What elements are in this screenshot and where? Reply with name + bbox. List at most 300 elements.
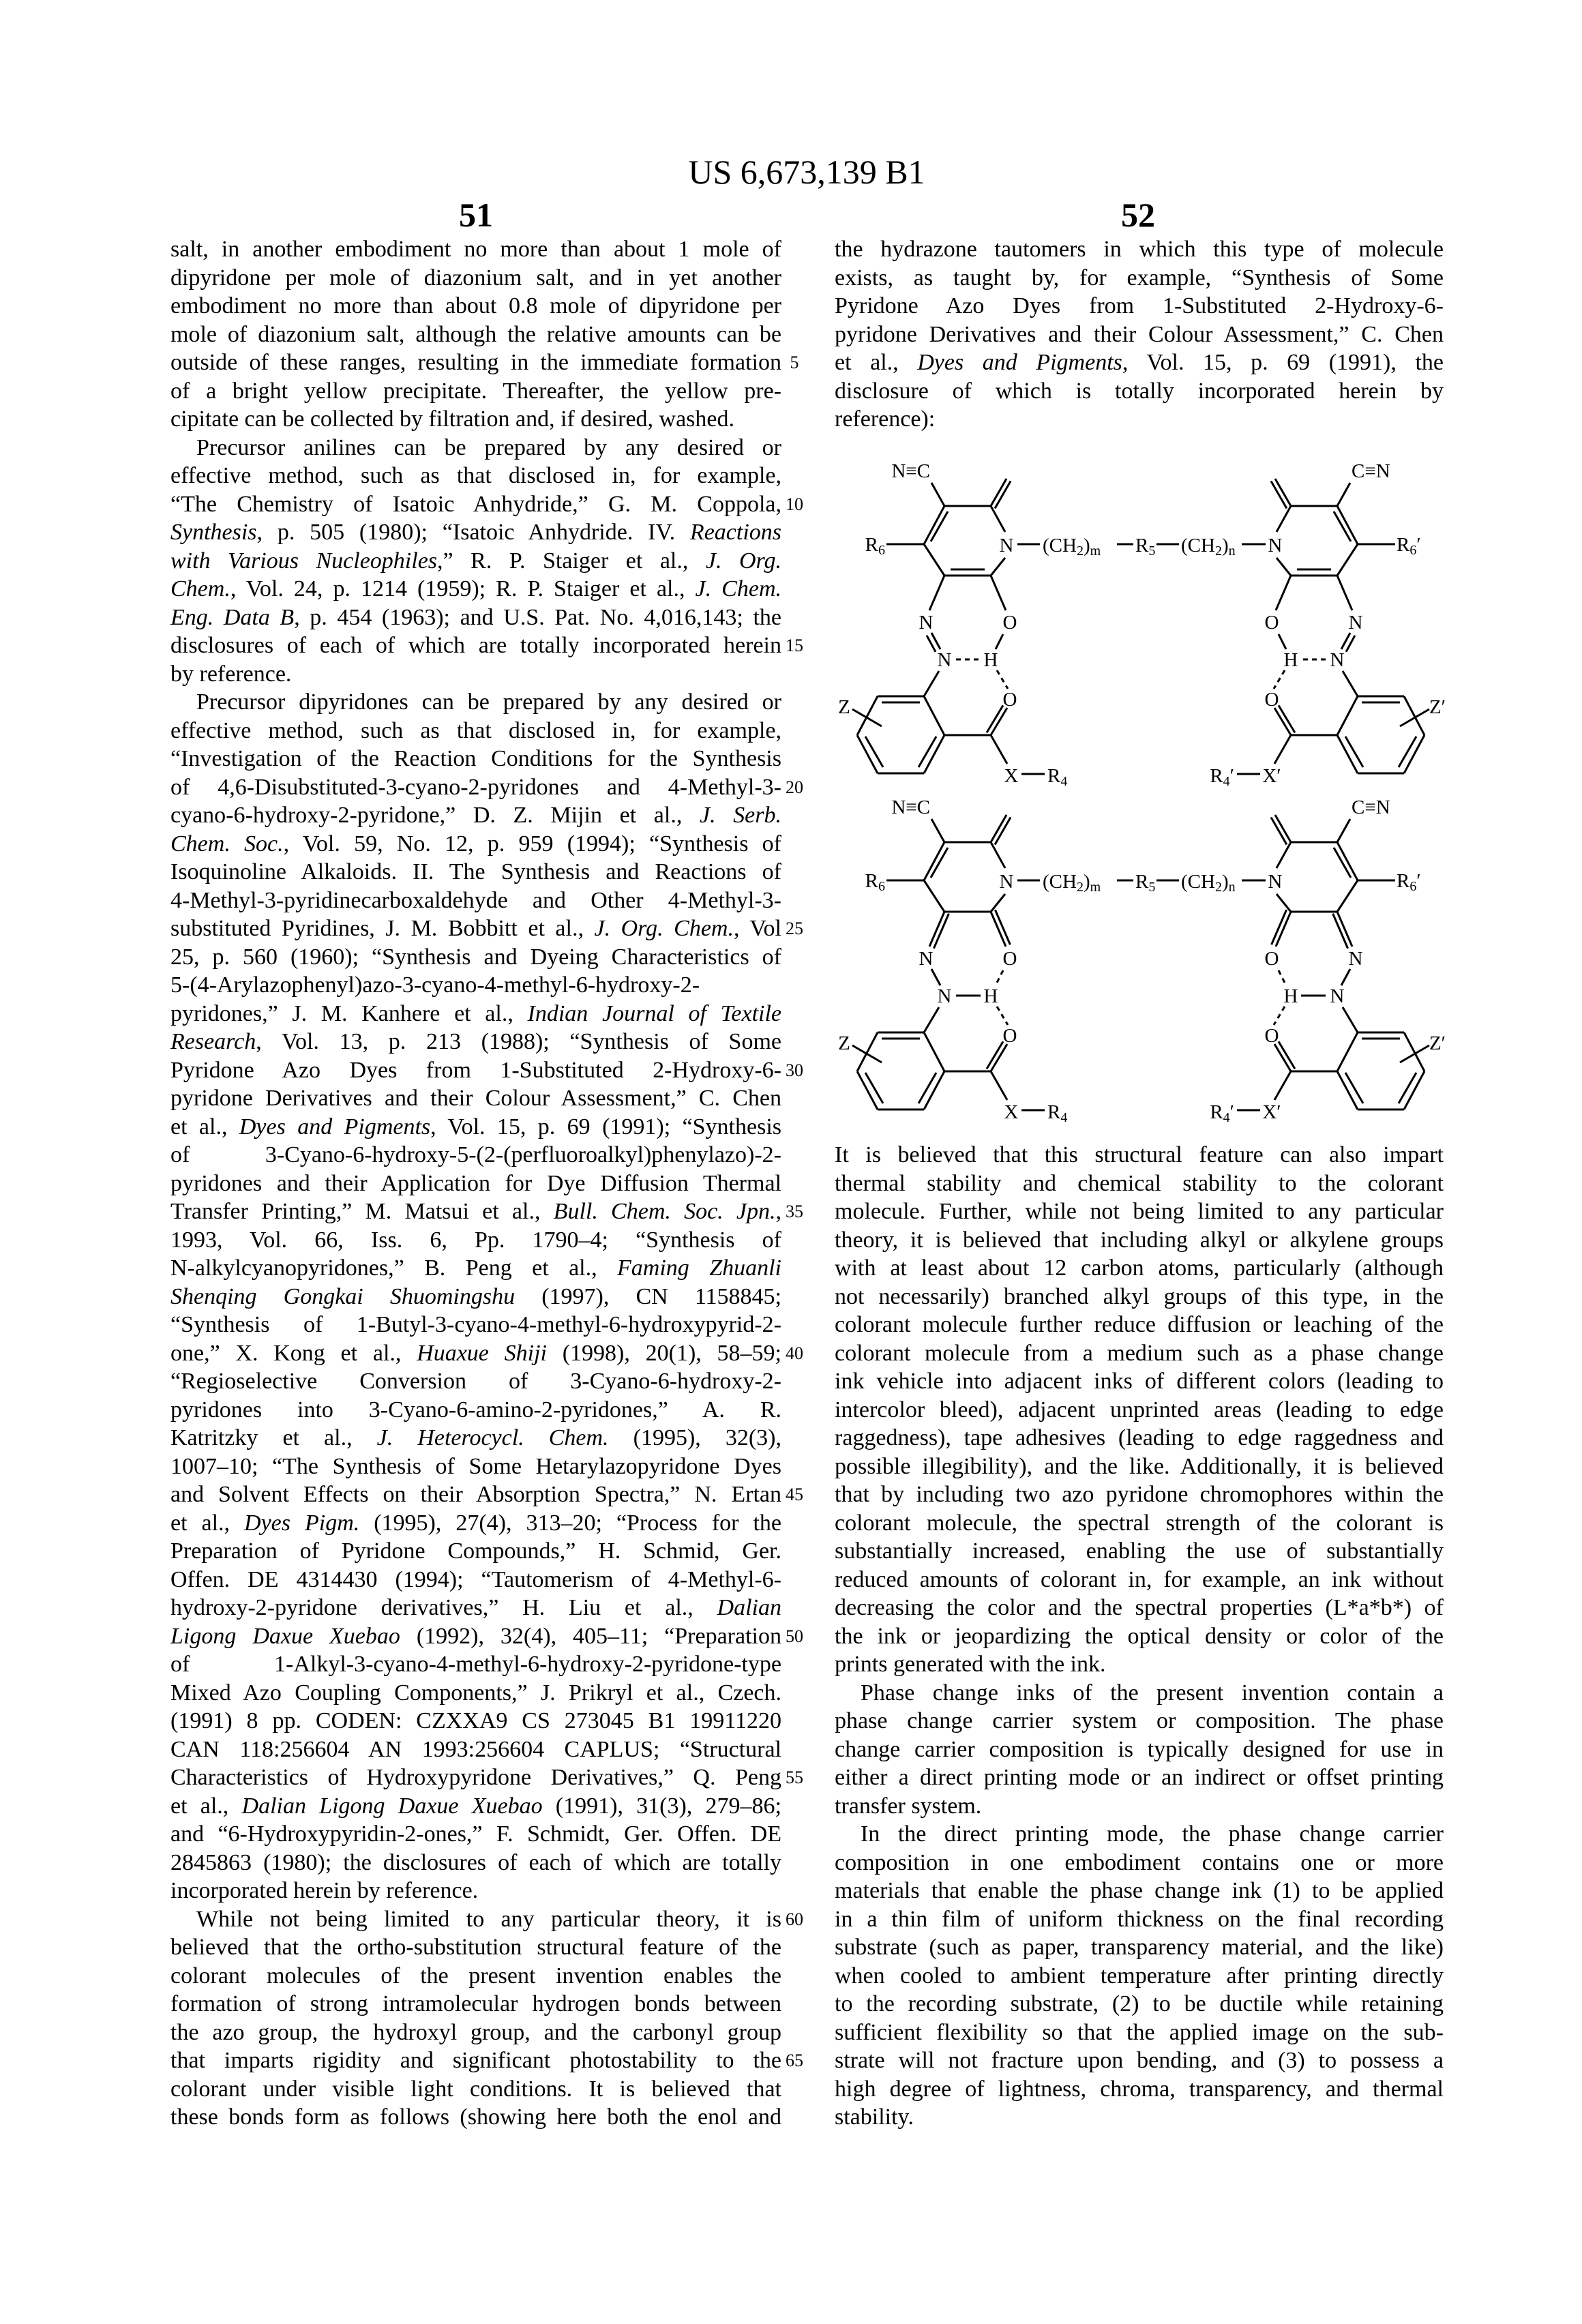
- italic-citation: Ligong Daxue Xuebao: [170, 1624, 400, 1649]
- text-run: dipyridone per mole of diazonium salt, and in yet another: [170, 265, 781, 290]
- text-run: and “6-Hydroxypyridin-2-ones,” F. Schmidt, Ger. Offen. DE: [170, 1821, 781, 1847]
- atom-label-part: 4: [1060, 1110, 1067, 1125]
- text-run: the ink or jeopardizing the optical density or color of the: [835, 1624, 1444, 1649]
- methylene-m-label: [1043, 871, 1101, 895]
- atom-label-part: 6: [878, 879, 885, 894]
- bond: [1276, 576, 1291, 610]
- italic-citation: Dyes Pigm.: [244, 1510, 359, 1536]
- text-line: [170, 1000, 781, 1028]
- text-line: [835, 1480, 1444, 1509]
- text-run: pyridones,” J. M. Kanhere et al.,: [170, 1001, 528, 1026]
- text-run: 4-Methyl-3-pyridinecarboxaldehyde and Other 4-Methyl-3-: [170, 888, 781, 913]
- atom-label-part: (CH: [1043, 871, 1077, 893]
- atom-label-part: X′: [1262, 765, 1281, 787]
- atom-label-part: C≡N: [1352, 796, 1390, 818]
- text-line: [835, 1763, 1444, 1792]
- atom-label-part: N: [1330, 985, 1345, 1007]
- oxygen-label: [1003, 948, 1017, 970]
- text-run: colorant molecule, the spectral strength of the colorant is: [835, 1510, 1444, 1536]
- text-line: [170, 1367, 781, 1396]
- atom-label-part: N: [1349, 948, 1363, 970]
- text-run: Preparation of Pyridone Compounds,” H. Schmid, Ger.: [170, 1538, 781, 1564]
- italic-citation: J. Org.: [706, 548, 781, 573]
- text-line: [170, 292, 781, 321]
- column-number-right: 52: [1070, 194, 1206, 235]
- text-line: [170, 575, 781, 604]
- bond: [1337, 819, 1350, 842]
- text-run: of 3-Cyano-6-hydroxy-5-(2-(perfluoroalkyl)phenylazo)-2-: [170, 1142, 781, 1167]
- text-line: [170, 321, 781, 349]
- line-number: 30: [774, 1056, 815, 1085]
- text-run: pyridones and their Application for Dye Diffusion Thermal: [170, 1171, 781, 1196]
- text-run: either a direct printing mode or an indirect or offset printing: [835, 1765, 1444, 1790]
- text-run: phase change carrier system or composition. The phase: [835, 1708, 1444, 1733]
- text-line: [170, 235, 781, 264]
- text-line: [170, 1113, 781, 1142]
- text-line: [835, 1283, 1444, 1311]
- text-run: decreasing the color and the spectral properties (L*a*b*) of: [835, 1595, 1444, 1620]
- text-run: of 4,6-Disubstituted-3-cyano-2-pyridones and 4-Methyl-3-: [170, 775, 781, 800]
- text-run: 1993, Vol. 66, Iss. 6, Pp. 1790–4; “Synthesis of: [170, 1227, 781, 1253]
- text-line: [170, 1707, 781, 1735]
- atom-label-part: O: [1003, 612, 1017, 634]
- oxygen-label: [1265, 612, 1279, 634]
- text-line: [170, 688, 781, 717]
- text-line: [170, 405, 781, 434]
- text-run: colorant molecule from a medium such as a phase change: [835, 1341, 1444, 1366]
- text-line: [170, 1141, 781, 1170]
- right-azo-pyridone-unit: [1210, 460, 1446, 789]
- line-number: 20: [774, 773, 815, 802]
- text-run: Phase change inks of the present invention contain a: [861, 1680, 1444, 1705]
- text-line: [170, 1396, 781, 1425]
- text-line: [170, 830, 781, 859]
- atom-label-part: R: [1135, 535, 1149, 556]
- text-run: cipitate can be collected by filtration and, if desired, washed.: [170, 406, 734, 432]
- bond: [857, 696, 878, 735]
- bond: [991, 735, 1007, 764]
- text-run: Pyridone Azo Dyes from 1-Substituted 2-Hydroxy-6-: [170, 1058, 781, 1083]
- text-run: incorporated herein by reference.: [170, 1878, 478, 1903]
- atom-label-part: R: [1210, 765, 1223, 787]
- bond: [991, 842, 1005, 868]
- atom-label-part: N≡C: [891, 460, 930, 482]
- text-run: effective method, such as that disclosed in, for example,: [170, 718, 781, 743]
- atom-label-part: ′: [1230, 765, 1234, 787]
- hydrazone-tautomer-structure: [805, 773, 1459, 1127]
- text-line: [170, 490, 781, 519]
- atom-label-part: O: [1265, 612, 1279, 634]
- text-line: [170, 1084, 781, 1113]
- azo-nitrogen-label: [1349, 612, 1363, 634]
- text-run: cyano-6-hydroxy-2-pyridone,” D. Z. Mijin et al.,: [170, 803, 700, 828]
- text-run: stability.: [835, 2104, 914, 2130]
- text-run: (1995), 32(3),: [609, 1425, 781, 1450]
- bond: [1343, 671, 1358, 696]
- r6-label: [865, 534, 885, 558]
- italic-citation: Research: [170, 1029, 256, 1054]
- text-line: [170, 1679, 781, 1708]
- text-line: [835, 1339, 1444, 1368]
- bond: [1274, 735, 1291, 764]
- double-bond: [1345, 736, 1363, 767]
- bond: [931, 483, 944, 506]
- line-number: 45: [774, 1480, 815, 1509]
- hydrogen-bond: [1274, 670, 1285, 689]
- hydrogen-label: [1284, 649, 1298, 671]
- hydrogen-bond: [1274, 1007, 1285, 1025]
- text-line: [170, 971, 781, 1000]
- atom-label-part: X: [1004, 765, 1019, 787]
- text-run: disclosure of which is totally incorporated herein by: [835, 378, 1444, 404]
- text-run: Offen. DE 4314430 (1994); “Tautomerism of 4-Methyl-6-: [170, 1567, 781, 1592]
- text-run: materials that enable the phase change ink (1) to be applied: [835, 1878, 1444, 1903]
- text-line: [170, 887, 781, 915]
- atom-label-part: (CH: [1181, 535, 1215, 556]
- text-line: [170, 1339, 781, 1368]
- atom-label-part: Z: [838, 1032, 850, 1054]
- italic-citation: Shenqing Gongkai Shuomingshu: [170, 1284, 515, 1309]
- text-run: Katritzky et al.,: [170, 1425, 377, 1450]
- r4-label: [1210, 1101, 1234, 1125]
- bond: [1337, 696, 1358, 735]
- enol-tautomer-structure: [805, 436, 1459, 791]
- x-label: [1004, 1101, 1019, 1123]
- atom-label-part: Z′: [1429, 1032, 1446, 1054]
- bond: [924, 671, 939, 696]
- text-line: [835, 1170, 1444, 1198]
- bond: [1400, 1045, 1429, 1062]
- text-line: [170, 717, 781, 745]
- text-run: possible illegibility), and the like. Additionally, it is believed: [835, 1454, 1444, 1479]
- text-run: et al.,: [170, 1510, 244, 1536]
- text-line: [835, 1566, 1444, 1594]
- italic-citation: J. Chem.: [696, 576, 781, 601]
- italic-citation: Eng. Data B: [170, 605, 294, 630]
- text-line: [170, 348, 781, 377]
- double-bond: [919, 1073, 936, 1103]
- text-run: “Regioselective Conversion of 3-Cyano-6-hydroxy-2-: [170, 1369, 781, 1394]
- text-line: [835, 1905, 1444, 1934]
- bond: [1337, 880, 1358, 912]
- text-run: , Vol: [734, 916, 781, 941]
- x-label: [1262, 1101, 1281, 1123]
- text-line: [170, 1849, 781, 1877]
- atom-label-part: O: [1003, 1025, 1017, 1047]
- text-line: [170, 1197, 781, 1226]
- atom-label-part: 2: [1077, 880, 1084, 895]
- text-run: 2845863 (1980); the disclosures of each of which are totally: [170, 1850, 781, 1875]
- text-run: thermal stability and chemical stability to the colorant: [835, 1171, 1444, 1196]
- text-run: mole of diazonium salt, although the relative amounts can be: [170, 322, 781, 347]
- ring-nitrogen-label: [1000, 871, 1014, 893]
- text-line: [170, 377, 781, 406]
- text-line: [835, 348, 1444, 377]
- text-run: the azo group, the hydroxyl group, and the carbonyl group: [170, 2020, 781, 2045]
- text-line: [170, 801, 781, 830]
- bond: [924, 696, 944, 735]
- atom-label-part: O: [1265, 948, 1279, 970]
- text-run: pyridone Derivatives and their Colour Assessment,” C. Chen: [170, 1086, 781, 1111]
- text-run: Mixed Azo Coupling Components,” J. Prikryl et al., Czech.: [170, 1680, 781, 1705]
- text-line: [170, 1254, 781, 1283]
- bond: [1277, 842, 1291, 868]
- text-line: [835, 292, 1444, 321]
- text-run: one,” X. Kong et al.,: [170, 1341, 417, 1366]
- text-run: pyridones into 3-Cyano-6-amino-2-pyridones,” A. R.: [170, 1397, 781, 1422]
- text-run: strate will not fracture upon bending, and (3) to possess a: [835, 2048, 1444, 2073]
- text-run: colorant molecules of the present invention enables the: [170, 1963, 781, 1988]
- text-line: [170, 1622, 781, 1651]
- text-run: , Vol. 15, p. 69 (1991), the: [1122, 350, 1444, 375]
- line-number: 10: [774, 490, 815, 519]
- text-line: [170, 1763, 781, 1792]
- atom-label-part: 2: [1215, 880, 1222, 895]
- atom-label-part: O: [1265, 689, 1279, 711]
- line-number: 65: [774, 2046, 815, 2075]
- text-run: effective method, such as that disclosed in, for example,: [170, 463, 781, 488]
- text-line: [835, 405, 1444, 434]
- hydrogen-bond: [997, 670, 1008, 689]
- nitrile-label: [891, 796, 930, 818]
- italic-citation: Dyes and Pigments: [917, 350, 1122, 375]
- r5-label: [1135, 535, 1155, 558]
- r6-label: [865, 870, 885, 894]
- atom-label-part: ′: [1416, 534, 1420, 556]
- atom-label-part: m: [1090, 543, 1101, 558]
- text-run: that imparts rigidity and significant photostability to the: [170, 2048, 781, 2073]
- text-run: et al.,: [170, 1114, 239, 1139]
- atom-label-part: (CH: [1181, 871, 1215, 893]
- text-run: (1995), 27(4), 313–20; “Process for the: [359, 1510, 781, 1536]
- methylene-n-label: [1181, 871, 1236, 895]
- bond: [929, 576, 944, 610]
- text-line: [170, 631, 781, 660]
- linker-chain: [1017, 871, 1266, 895]
- text-line: [835, 1679, 1444, 1708]
- text-line: [835, 1877, 1444, 1905]
- atom-label-part: N: [938, 649, 952, 671]
- text-run: , Vol. 15, p. 69 (1991); “Synthesis: [430, 1114, 781, 1139]
- text-run: in a thin film of uniform thickness on the final recording: [835, 1907, 1444, 1932]
- atom-label-part: C≡N: [1352, 460, 1390, 482]
- text-line: [835, 2075, 1444, 2104]
- left-azo-pyridone-unit: [838, 796, 1067, 1125]
- hydrogen-label: [984, 985, 998, 1007]
- text-line: [835, 1792, 1444, 1821]
- text-run: with at least about 12 carbon atoms, particularly (although: [835, 1255, 1444, 1281]
- text-run: substantially increased, enabling the use of substantially: [835, 1538, 1444, 1564]
- text-run: , Vol. 13, p. 213 (1988); “Synthesis of Some: [256, 1029, 781, 1054]
- text-line: [170, 1735, 781, 1764]
- italic-citation: Faming Zhuanli: [617, 1255, 781, 1281]
- text-line: [170, 745, 781, 773]
- italic-citation: Dyes and Pigments: [239, 1114, 430, 1139]
- line-number: 40: [774, 1339, 815, 1368]
- hydrogen-bond: [997, 1007, 1008, 1025]
- text-run: when cooled to ambient temperature after printing directly: [835, 1963, 1444, 1988]
- hydrogen-label: [984, 649, 998, 671]
- patent-number: US 6,673,139 B1: [0, 151, 1582, 192]
- atom-label-part: ): [1084, 871, 1090, 893]
- bond: [991, 506, 1005, 532]
- text-run: Transfer Printing,” M. Matsui et al.,: [170, 1199, 554, 1224]
- bond: [991, 894, 1005, 912]
- atom-label-part: 4: [1060, 774, 1067, 789]
- text-line: [170, 1594, 781, 1622]
- atom-label-part: N: [938, 985, 952, 1007]
- text-line: [835, 1735, 1444, 1764]
- atom-label-part: O: [1003, 689, 1017, 711]
- line-number: 50: [774, 1622, 815, 1651]
- text-run: hydroxy-2-pyridone derivatives,” H. Liu et al.,: [170, 1595, 717, 1620]
- atom-label-part: 4: [1223, 1110, 1230, 1125]
- text-line: [835, 1990, 1444, 2018]
- text-run: In the direct printing mode, the phase change carrier: [861, 1821, 1444, 1847]
- text-run: ,” R. P. Staiger et al.,: [437, 548, 706, 573]
- text-line: [170, 1566, 781, 1594]
- atom-label-part: 6: [1409, 543, 1416, 558]
- bond: [1337, 544, 1358, 576]
- text-line: [170, 858, 781, 887]
- atom-label-part: 5: [1148, 880, 1155, 895]
- atom-label-part: m: [1090, 880, 1101, 895]
- azo-nitrogen-label: [938, 985, 952, 1007]
- text-line: [170, 1537, 781, 1566]
- text-line: [835, 2046, 1444, 2075]
- text-line: [835, 1367, 1444, 1396]
- atom-label-part: R: [1397, 870, 1410, 892]
- text-line: [835, 1311, 1444, 1339]
- text-line: [170, 943, 781, 972]
- bond: [924, 880, 944, 912]
- text-run: to the recording substrate, (2) to be ductile while retaining: [835, 1991, 1444, 2016]
- bond: [1337, 506, 1358, 544]
- oxygen-label: [1003, 689, 1017, 711]
- italic-citation: Reactions: [690, 520, 781, 545]
- r5-label: [1135, 871, 1155, 895]
- bond: [931, 819, 944, 842]
- text-line: [170, 1990, 781, 2018]
- text-run: the hydrazone tautomers in which this type of molecule: [835, 237, 1444, 262]
- text-line: [170, 264, 781, 293]
- bond: [924, 544, 944, 576]
- z-label: [838, 1032, 850, 1054]
- text-run: (1992), 32(4), 405–11; “Preparation: [400, 1624, 781, 1649]
- oxygen-label: [1003, 612, 1017, 634]
- bond: [991, 1071, 1007, 1100]
- double-bond: [919, 736, 936, 767]
- atom-label-part: X: [1004, 1101, 1019, 1123]
- text-run: composition in one embodiment contains one or more: [835, 1850, 1444, 1875]
- atom-label-part: ): [1222, 871, 1229, 893]
- atom-label-part: R: [1210, 1101, 1223, 1123]
- bond: [991, 558, 1005, 576]
- text-line: [835, 1254, 1444, 1283]
- atom-label-part: 2: [1215, 543, 1222, 558]
- atom-label-part: 5: [1148, 543, 1155, 558]
- atom-label-part: N: [1000, 871, 1014, 893]
- z-label: [1429, 696, 1446, 718]
- text-run: It is believed that this structural feature can also impart: [835, 1142, 1444, 1167]
- text-line: [835, 1820, 1444, 1849]
- line-number: 55: [774, 1763, 815, 1792]
- italic-citation: Synthesis: [170, 520, 257, 545]
- text-run: “Synthesis of 1-Butyl-3-cyano-4-methyl-6-hydroxypyrid-2-: [170, 1312, 781, 1337]
- bond: [1337, 1032, 1358, 1071]
- oxygen-label: [1265, 689, 1279, 711]
- text-line: [170, 462, 781, 490]
- text-line: [835, 1226, 1444, 1255]
- bond: [857, 1032, 878, 1071]
- text-run: N-alkylcyanopyridones,” B. Peng et al.,: [170, 1255, 617, 1281]
- text-run: molecule. Further, while not being limited to any particular: [835, 1199, 1444, 1224]
- bond: [1337, 483, 1350, 506]
- atom-label-part: R: [1047, 1101, 1061, 1123]
- text-run: colorant molecule further reduce diffusion or leaching of the: [835, 1312, 1444, 1337]
- text-line: [835, 1197, 1444, 1226]
- text-run: substituted Pyridines, J. M. Bobbitt et al.,: [170, 916, 594, 941]
- ring-nitrogen-label: [1268, 871, 1283, 893]
- text-run: sufficient flexibility so that the applied image on the sub-: [835, 2020, 1444, 2045]
- nitrile-label: [891, 460, 930, 482]
- text-line: [170, 1028, 781, 1056]
- atom-label-part: Z: [838, 696, 850, 718]
- atom-label-part: 6: [878, 543, 885, 558]
- text-run: that by including two azo pyridone chromophores within the: [835, 1482, 1444, 1507]
- text-run: (1991), 31(3), 279–86;: [543, 1793, 781, 1819]
- nitrile-label: [1352, 460, 1390, 482]
- text-line: [170, 660, 781, 689]
- text-run: Precursor dipyridones can be prepared by any desired or: [196, 689, 781, 715]
- hydrogen-label: [1284, 985, 1298, 1007]
- text-line: [835, 1537, 1444, 1566]
- atom-label-part: ′: [1230, 1101, 1234, 1123]
- text-line: [170, 1509, 781, 1538]
- text-line: [170, 1820, 781, 1849]
- double-bond: [1345, 1073, 1363, 1103]
- text-run: Precursor anilines can be prepared by any desired or: [196, 435, 781, 460]
- double-bond: [865, 736, 883, 767]
- atom-label-part: R: [865, 870, 879, 892]
- text-run: Pyridone Azo Dyes from 1-Substituted 2-Hydroxy-6-: [835, 293, 1444, 318]
- text-run: by reference.: [170, 661, 291, 687]
- text-line: [835, 1509, 1444, 1538]
- bond: [852, 1045, 882, 1062]
- atom-label-part: ′: [1416, 870, 1420, 892]
- text-run: “The Chemistry of Isatoic Anhydride,” G. M. Coppola,: [170, 492, 781, 517]
- text-line: [835, 1424, 1444, 1452]
- left-azo-pyridone-unit: [838, 460, 1067, 789]
- text-run: (1991) 8 pp. CODEN: CZXXA9 CS 273045 B1 19911220: [170, 1708, 781, 1733]
- text-run: prints generated with the ink.: [835, 1652, 1106, 1677]
- atom-label-part: R: [1397, 534, 1410, 556]
- text-run: raggedness), tape adhesives (leading to edge raggedness and: [835, 1425, 1444, 1450]
- ring-nitrogen-label: [1268, 535, 1283, 556]
- text-run: high degree of lightness, chroma, transparency, and thermal: [835, 2076, 1444, 2102]
- text-run: embodiment no more than about 0.8 mole of dipyridone per: [170, 293, 781, 318]
- text-run: reference):: [835, 406, 935, 432]
- z-label: [838, 696, 850, 718]
- text-line: [835, 1594, 1444, 1622]
- italic-citation: Chem.: [170, 576, 230, 601]
- text-run: reduced amounts of colorant in, for example, an ink without: [835, 1567, 1444, 1592]
- text-run: pyridone Derivatives and their Colour Assessment,” C. Chen: [835, 322, 1444, 347]
- text-line: [170, 1056, 781, 1085]
- text-run: of 1-Alkyl-3-cyano-4-methyl-6-hydroxy-2-pyridone-type: [170, 1652, 781, 1677]
- text-run: formation of strong intramolecular hydrogen bonds between: [170, 1991, 781, 2016]
- italic-citation: Dalian Ligong Daxue Xuebao: [242, 1793, 543, 1819]
